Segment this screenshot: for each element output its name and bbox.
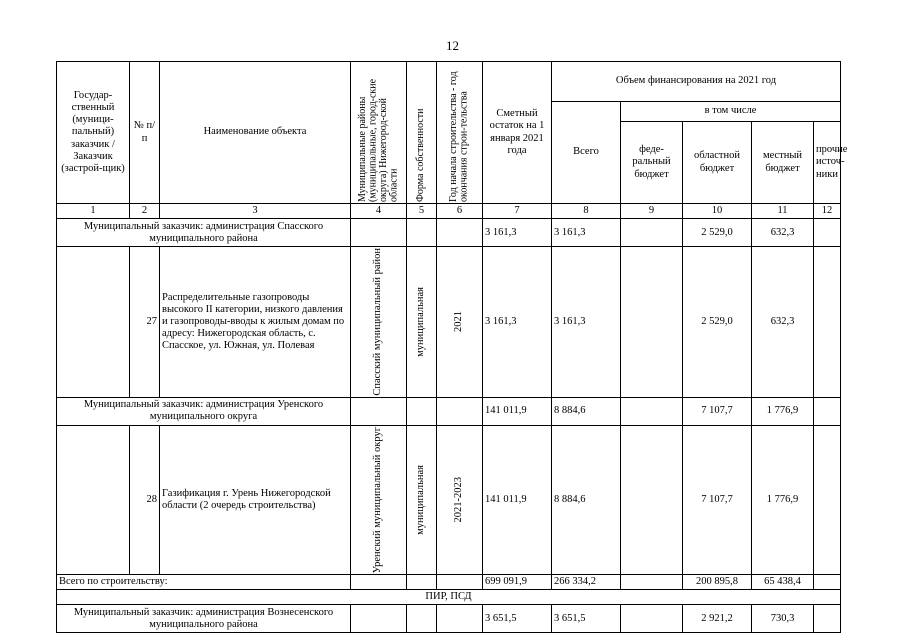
header-ownership: Форма собственности [415,108,427,202]
col-number: 12 [814,204,841,219]
col-number: 10 [683,204,752,219]
header-local: местный бюджет [752,122,814,204]
regional-cell: 2 529,0 [683,219,752,247]
summary-title: Всего по строительству: [57,575,351,590]
header-including: в том числе [621,102,841,122]
ownership-cell: муниципальная [415,286,427,357]
col-number: 9 [621,204,683,219]
object-name: Газификация г. Урень Нижегородской области (2 очередь строительства) [160,425,351,574]
regional-cell: 200 895,8 [683,575,752,590]
col-number: 4 [351,204,407,219]
table-row [57,397,841,425]
years-cell: 2021-2023 [453,477,465,523]
estimate-cell: 3 651,5 [483,605,552,633]
section-row [57,590,841,605]
estimate-cell: 3 161,3 [483,219,552,247]
col-number: 5 [407,204,437,219]
col-number: 11 [752,204,814,219]
header-funding: Объем финансирования на 2021 год [552,62,841,102]
object-number: 27 [130,247,160,398]
header-total: Всего [552,102,621,204]
page-number: 12 [446,38,459,53]
total-cell: 3 161,3 [552,219,621,247]
total-cell: 3 651,5 [552,605,621,633]
col-number: 8 [552,204,621,219]
header-num: № п/п [130,62,160,204]
group-title: Муниципальный заказчик: администрация Уренского муниципального округа [57,397,351,425]
local-cell: 632,3 [752,247,814,398]
estimate-cell: 699 091,9 [483,575,552,590]
header-years: Год начала строительства - год окончания строи-тельства [448,70,470,202]
group-title: Муниципальный заказчик: администрация Спасского муниципального района [57,219,351,247]
col-number: 3 [160,204,351,219]
total-cell: 3 161,3 [552,247,621,398]
district-cell: Спасский муниципальный район [372,248,384,396]
header-district: Муниципальные районы (муниципальные, город-ские округа) Нижегород-ской области [356,78,399,202]
col-number: 2 [130,204,160,219]
total-cell: 8 884,6 [552,425,621,574]
estimate-cell: 141 011,9 [483,397,552,425]
header-other: прочие источ-ники [814,122,841,204]
header-estimate: Сметный остаток на 1 января 2021 года [483,62,552,204]
district-cell: Уренский муниципальный округ [372,426,384,574]
local-cell: 65 438,4 [752,575,814,590]
local-cell: 1 776,9 [752,397,814,425]
regional-cell: 2 921,2 [683,605,752,633]
col-number: 1 [57,204,130,219]
col-number: 7 [483,204,552,219]
header-federal: феде-ральный бюджет [621,122,683,204]
section-title: ПИР, ПСД [57,590,841,605]
object-number: 28 [130,425,160,574]
header-regional: областной бюджет [683,122,752,204]
local-cell: 632,3 [752,219,814,247]
header-customer: Государ-ственный (муници-пальный) заказчик / Заказчик (застрой-щик) [57,62,130,204]
header-name: Наименование объекта [160,62,351,204]
column-number-row [57,204,841,219]
regional-cell: 7 107,7 [683,397,752,425]
local-cell: 1 776,9 [752,425,814,574]
summary-row [57,575,841,590]
total-cell: 266 334,2 [552,575,621,590]
regional-cell: 2 529,0 [683,247,752,398]
estimate-cell: 141 011,9 [483,425,552,574]
funding-table [56,61,848,633]
object-name: Распределительные газопроводы высокого II категории, низкого давления и газопроводы-вводы к жилым домам по адресу: Нижегородская область, с. Спасское, ул. Южная, ул. Полевая [160,247,351,398]
table-row [57,425,841,574]
group-title: Муниципальный заказчик: администрация Вознесенского муниципального района [57,605,351,633]
local-cell: 730,3 [752,605,814,633]
estimate-cell: 3 161,3 [483,247,552,398]
regional-cell: 7 107,7 [683,425,752,574]
col-number: 6 [437,204,483,219]
table-row [57,605,841,633]
table-row [57,219,841,247]
table-row [57,247,841,398]
ownership-cell: муниципальная [415,464,427,535]
total-cell: 8 884,6 [552,397,621,425]
years-cell: 2021 [453,311,465,333]
